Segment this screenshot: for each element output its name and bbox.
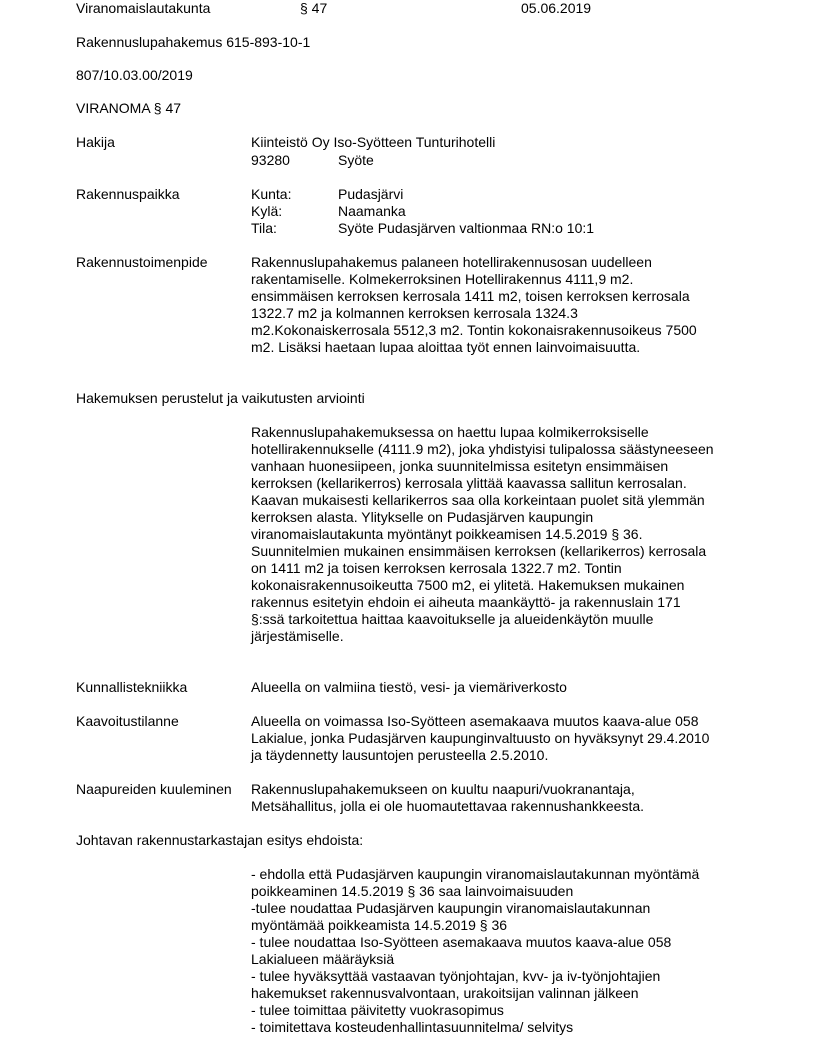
zoning-text <box>251 713 709 764</box>
site-label: Rakennuspaikka <box>76 186 180 202</box>
applicant-postal-code: 93280 <box>251 152 290 168</box>
text-line: poikkeaminen 14.5.2019 § 36 saa lainvoimaisuuden <box>251 883 574 899</box>
text-line: vanhaan huonesiipeen, jonka suunnitelmissa esitetyn ensimmäisen <box>251 458 669 474</box>
text-line: rakennus esitetyin ehdoin ei aiheuta maankäyttö- ja rakennuslain 171 <box>251 594 681 610</box>
infrastructure-label: Kunnallistekniikka <box>76 679 188 695</box>
text-line: viranomaislautakunta myöntänyt poikkeamisen 14.5.2019 § 36. <box>251 526 643 542</box>
assessment-text <box>251 424 714 645</box>
proposal-conditions <box>251 866 699 1036</box>
applicant-city: Syöte <box>338 152 374 168</box>
applicant-label: Hakija <box>76 134 115 150</box>
text-line: Lakialueen määräyksiä <box>251 951 395 967</box>
text-line: -tulee noudattaa Pudasjärven kaupungin viranomaislautakunnan <box>251 900 651 916</box>
text-line: - tulee noudattaa Iso-Syötteen asemakaava muutos kaava-alue 058 <box>251 934 672 950</box>
reference-number: 807/10.03.00/2019 <box>76 67 193 83</box>
text-line: kerroksen alasta. Ylitykselle on Pudasjärven kaupungin <box>251 509 594 525</box>
text-line: - tulee toimittaa päivitetty vuokrasopimus <box>251 1002 504 1018</box>
assessment-heading: Hakemuksen perustelut ja vaikutusten arviointi <box>76 390 365 406</box>
text-line: m2. Lisäksi haetaan lupaa aloittaa työt ennen lainvoimaisuutta. <box>251 339 641 355</box>
neighbors-text <box>251 781 644 815</box>
text-line: Rakennuslupahakemus palaneen hotellirakennusosan uudelleen <box>251 254 652 270</box>
section-title: VIRANOMA § 47 <box>76 100 182 116</box>
text-line: hakemukset rakennusvalvontaan, urakoitsijan valinnan jälkeen <box>251 985 639 1001</box>
text-line: Metsähallitus, jolla ei ole huomautettavaa rakennushankkeesta. <box>251 798 645 814</box>
text-line: ensimmäisen kerroksen kerrosala 1411 m2, toisen kerroksen kerrosala <box>251 288 690 304</box>
text-line: Alueella on voimassa Iso-Syötteen asemakaava muutos kaava-alue 058 <box>251 713 699 729</box>
text-line: järjestämiselle. <box>251 628 344 644</box>
zoning-label: Kaavoitustilanne <box>76 713 179 729</box>
text-line: 1322.7 m2 ja kolmannen kerroksen kerrosala 1324.3 <box>251 305 578 321</box>
estate-value: Syöte Pudasjärven valtionmaa RN:o 10:1 <box>338 220 595 236</box>
text-line: rakentamiselle. Kolmekerroksinen Hotellirakennus 4111,9 m2. <box>251 271 634 287</box>
text-line: hotellirakennukselle (4111.9 m2), joka yhdistyisi tulipalossa säästyneeseen <box>251 441 714 457</box>
municipality-value: Pudasjärvi <box>338 186 404 202</box>
text-line: Rakennuslupahakemuksessa on haettu lupaa kolmikerroksiselle <box>251 424 649 440</box>
text-line: ja täydennetty lausuntojen perusteella 2.5.2010. <box>251 747 549 763</box>
text-line: §:ssä tarkoitettua haittaa kaavoitukselle ja alueidenkäytön muulle <box>251 611 654 627</box>
section-number: § 47 <box>300 0 328 16</box>
text-line: Suunnitelmien mukainen ensimmäisen kerroksen (kellarikerros) kerrosala <box>251 543 707 559</box>
infrastructure-value: Alueella on valmiina tiestö, vesi- ja viemäriverkosto <box>251 679 567 695</box>
village-value: Naamanka <box>338 203 406 219</box>
municipality-label: Kunta: <box>251 186 292 202</box>
text-line: kerroksen (kellarikerros) kerrosala ylittää kaavassa sallitun kerrosalan. <box>251 475 687 491</box>
text-line: myöntämää poikkeamista 14.5.2019 § 36 <box>251 917 508 933</box>
meeting-date: 05.06.2019 <box>521 0 592 16</box>
text-line: - toimitettava kosteudenhallintasuunnitelma/ selvitys <box>251 1019 574 1035</box>
text-line: m2.Kokonaiskerrosala 5512,3 m2. Tontin kokonaisrakennusoikeus 7500 <box>251 322 697 338</box>
text-line: kokonaisrakennusoikeutta 7500 m2, ei ylitetä. Hakemuksen mukainen <box>251 577 685 593</box>
measure-label: Rakennustoimenpide <box>76 254 208 270</box>
committee-name: Viranomaislautakunta <box>76 0 211 16</box>
measure-description <box>251 254 697 356</box>
estate-label: Tila: <box>251 220 277 236</box>
text-line: Kaavan mukaisesti kellarikerros saa olla korkeintaan puolet sitä ylemmän <box>251 492 705 508</box>
text-line: on 1411 m2 ja toisen kerroksen kerrosala 1322.7 m2. Tontin <box>251 560 622 576</box>
village-label: Kylä: <box>251 203 283 219</box>
neighbors-label: Naapureiden kuuleminen <box>76 781 232 797</box>
text-line: Rakennuslupahakemukseen on kuultu naapuri/vuokranantaja, <box>251 781 635 797</box>
text-line: Lakialue, jonka Pudasjärven kaupunginvaltuusto on hyväksynyt 29.4.2010 <box>251 730 710 746</box>
applicant-name: Kiinteistö Oy Iso-Syötteen Tunturihotelli <box>251 134 496 150</box>
text-line: - ehdolla että Pudasjärven kaupungin viranomaislautakunnan myöntämä <box>251 866 700 882</box>
text-line: - tulee hyväksyttää vastaavan työnjohtajan, kvv- ja iv-työnjohtajien <box>251 968 661 984</box>
decision-id: Rakennuslupahakemus 615-893-10-1 <box>76 34 311 50</box>
proposal-heading: Johtavan rakennustarkastajan esitys ehdoista: <box>76 832 364 848</box>
